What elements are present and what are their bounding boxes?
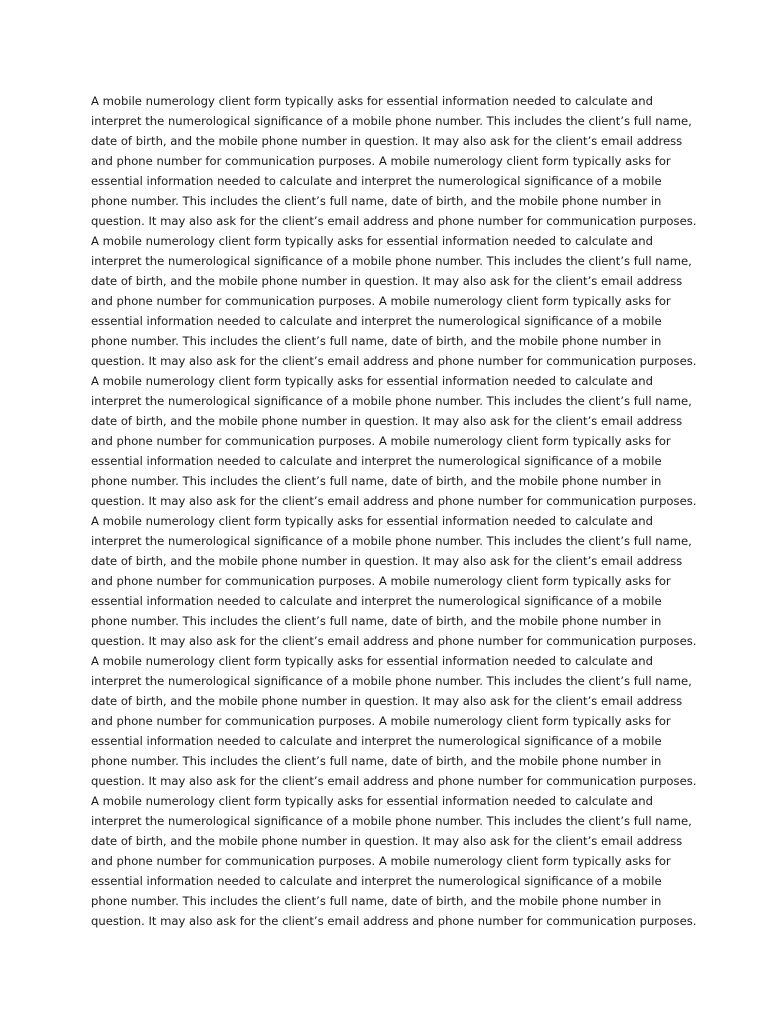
text-line: essential information needed to calculate and interpret the numerological significance of a mobile — [91, 454, 662, 468]
text-line: essential information needed to calculate and interpret the numerological significance of a mobile — [91, 874, 662, 888]
text-line: date of birth, and the mobile phone number in question. It may also ask for the client’s email address — [91, 834, 683, 848]
text-line: date of birth, and the mobile phone number in question. It may also ask for the client’s email address — [91, 414, 683, 428]
text-line: phone number. This includes the client’s full name, date of birth, and the mobile phone number in — [91, 474, 662, 488]
text-line: and phone number for communication purposes. A mobile numerology client form typically asks for — [91, 714, 671, 728]
text-line: phone number. This includes the client’s full name, date of birth, and the mobile phone number in — [91, 194, 662, 208]
text-line: phone number. This includes the client’s full name, date of birth, and the mobile phone number in — [91, 334, 662, 348]
text-line: question. It may also ask for the client’s email address and phone number for communication purposes. — [91, 354, 697, 368]
text-line: phone number. This includes the client’s full name, date of birth, and the mobile phone number in — [91, 894, 662, 908]
text-line: date of birth, and the mobile phone number in question. It may also ask for the client’s email address — [91, 134, 683, 148]
text-line: interpret the numerological significance of a mobile phone number. This includes the client’s full name, — [91, 114, 692, 128]
text-line: essential information needed to calculate and interpret the numerological significance of a mobile — [91, 314, 662, 328]
text-line: interpret the numerological significance of a mobile phone number. This includes the client’s full name, — [91, 674, 692, 688]
text-line: essential information needed to calculate and interpret the numerological significance of a mobile — [91, 174, 662, 188]
text-line: question. It may also ask for the client’s email address and phone number for communication purposes. — [91, 634, 697, 648]
text-line: A mobile numerology client form typically asks for essential information needed to calculate and — [91, 234, 653, 248]
text-line: and phone number for communication purposes. A mobile numerology client form typically asks for — [91, 434, 671, 448]
text-line: essential information needed to calculate and interpret the numerological significance of a mobile — [91, 594, 662, 608]
text-line: and phone number for communication purposes. A mobile numerology client form typically asks for — [91, 854, 671, 868]
text-line: A mobile numerology client form typically asks for essential information needed to calculate and — [91, 374, 653, 388]
text-line: A mobile numerology client form typically asks for essential information needed to calculate and — [91, 514, 653, 528]
text-line: interpret the numerological significance of a mobile phone number. This includes the client’s full name, — [91, 254, 692, 268]
text-line: interpret the numerological significance of a mobile phone number. This includes the client’s full name, — [91, 534, 692, 548]
text-line: essential information needed to calculate and interpret the numerological significance of a mobile — [91, 734, 662, 748]
text-line: date of birth, and the mobile phone number in question. It may also ask for the client’s email address — [91, 274, 683, 288]
text-line: question. It may also ask for the client’s email address and phone number for communication purposes. — [91, 494, 697, 508]
text-line: date of birth, and the mobile phone number in question. It may also ask for the client’s email address — [91, 694, 683, 708]
body-paragraph — [91, 91, 697, 931]
text-line: question. It may also ask for the client’s email address and phone number for communication purposes. — [91, 214, 697, 228]
text-line: and phone number for communication purposes. A mobile numerology client form typically asks for — [91, 154, 671, 168]
text-line: question. It may also ask for the client’s email address and phone number for communication purposes. — [91, 774, 697, 788]
text-line: question. It may also ask for the client’s email address and phone number for communication purposes. — [91, 914, 697, 928]
text-line: interpret the numerological significance of a mobile phone number. This includes the client’s full name, — [91, 394, 692, 408]
text-line: and phone number for communication purposes. A mobile numerology client form typically asks for — [91, 574, 671, 588]
text-line: date of birth, and the mobile phone number in question. It may also ask for the client’s email address — [91, 554, 683, 568]
text-line: A mobile numerology client form typically asks for essential information needed to calculate and — [91, 654, 653, 668]
text-line: phone number. This includes the client’s full name, date of birth, and the mobile phone number in — [91, 754, 662, 768]
text-line: interpret the numerological significance of a mobile phone number. This includes the client’s full name, — [91, 814, 692, 828]
text-line: and phone number for communication purposes. A mobile numerology client form typically asks for — [91, 294, 671, 308]
text-line: A mobile numerology client form typically asks for essential information needed to calculate and — [91, 94, 653, 108]
text-line: A mobile numerology client form typically asks for essential information needed to calculate and — [91, 794, 653, 808]
text-line: phone number. This includes the client’s full name, date of birth, and the mobile phone number in — [91, 614, 662, 628]
